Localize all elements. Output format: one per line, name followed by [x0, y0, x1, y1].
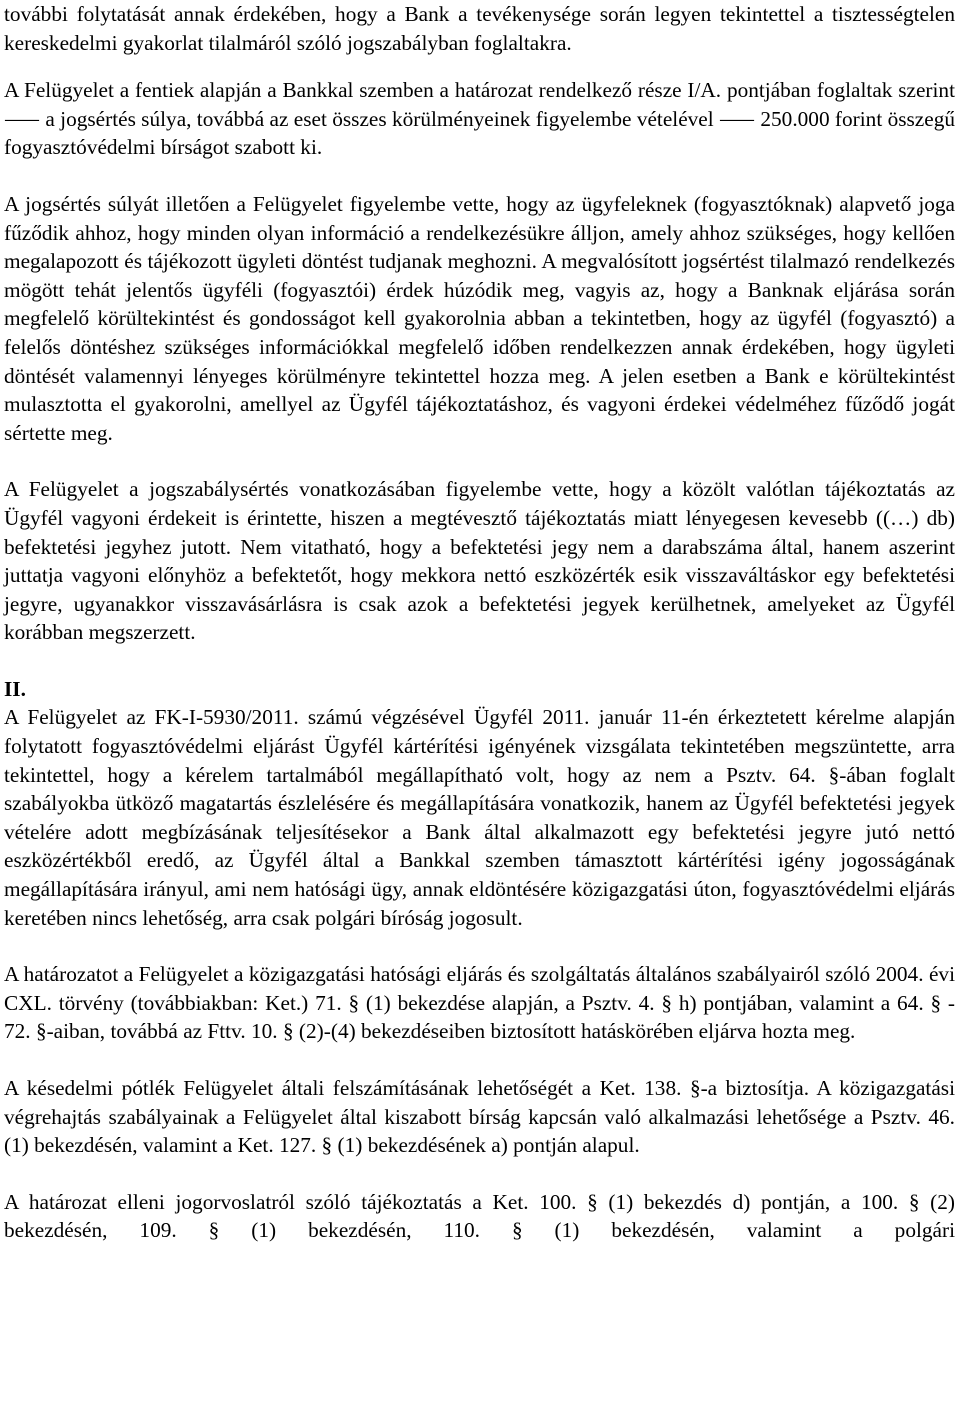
paragraph-violation-consideration: A Felügyelet a jogszabálysértés vonatkozásában figyelembe vette, hogy a közölt valótlan tájékoztatás az Ügyfél vagyoni érdekeit is érintette, hiszen a megtévesztő tájékoztatás miatt lényegesen kevesebb ((…) db) befektetési jegyhez jutott. Nem vitatható, hogy a befektetési jegy nem a darabszáma által, hanem aszerint juttatja vagyoni előnyhöz a befektetőt, hogy mekkora nettó eszközérték esik visszaváltáskor egy befektetési jegyre, ugyanakkor visszavásárlásra is csak azok a befektetési jegyek kerülhetnek, amelyeket az Ügyfél korábban megszerzett. [4, 477, 955, 645]
paragraph-legal-remedy: A határozat elleni jogorvoslatról szóló tájékoztatás a Ket. 100. § (1) bekezdés d) pontján, a 100. § (2) bekezdésén, 109. § (1) bekezdésén, 110. § (1) bekezdésén, valamint a polgári [4, 1189, 955, 1243]
paragraph-continuation: további folytatását annak érdekében, hogy a Bank a tevékenysége során legyen tekintettel a tisztességtelen kereskedelmi gyakorlat tilalmáról szóló jogszabályban foglaltakra. [4, 2, 955, 55]
section-heading: II. [4, 676, 26, 701]
paragraph-severity-assessment: A jogsértés súlyát illetően a Felügyelet figyelembe vette, hogy az ügyfeleknek (fogyasztóknak) alapvető joga fűződik ahhoz, hogy minden olyan információ a rendelkezésükre álljon, amely ahhoz szükséges, hogy kellően megalapozott és tájékozott ügyleti döntést tudjanak meghozni. A megvalósított jogsértést tilalmazó rendelkezés mögött tehát jelentős ügyféli (fogyasztói) érdek húzódik meg, vagyis az, hogy a Banknak eljárása során megfelelő körültekintést és gondosságot kell gyakorolnia abban a tekintetben, hogy az ügyfél (fogyasztó) a felelős döntéshez szükséges információkkal megfelelő időben rendelkezzen annak érdekében, hogy ügyleti döntését valamennyi lényeges körülményre tekintettel hozza meg. A jelen esetben a Bank e körültekintést mulasztotta el gyakorolni, amellyel az Ügyfél tájékoztatáshoz, és vagyoni érdekei védelméhez fűződő jogát sértette meg. [4, 191, 955, 445]
paragraph-late-fee: A késedelmi pótlék Felügyelet általi felszámításának lehetőségét a Ket. 138. §-a biztosítja. A közigazgatási végrehajtás szabályainak a Felügyelet által kiszabott bírság kapcsán való alkalmazási lehetősége a Psztv. 46. (1) bekezdésén, valamint a Ket. 127. § (1) bekezdésének a) pontján alapul. [4, 1076, 955, 1158]
paragraph-fine-decision: A Felügyelet a fentiek alapján a Bankkal szemben a határozat rendelkező része I/A. pontjában foglaltak szerint ⸺ a jogsértés súlya, továbbá az eset összes körülményeinek figyelembe vételével ⸺ 250.000 forint összegű fogyasztóvédelmi bírságot szabott ki. [4, 78, 955, 160]
document-page [4, 0, 955, 1245]
paragraph-legal-basis: A határozatot a Felügyelet a közigazgatási hatósági eljárás és szolgáltatás általános szabályairól szóló 2004. évi CXL. törvény (továbbiakban: Ket.) 71. § (1) bekezdése alapján, a Psztv. 4. § h) pontjában, valamint a 64. § - 72. §-aiban, továbbá az Fttv. 10. § (2)-(4) bekezdéseiben biztosított hatáskörében eljárva hozta meg. [4, 962, 955, 1044]
paragraph-termination-order: A Felügyelet az FK-I-5930/2011. számú végzésével Ügyfél 2011. január 11-én érkeztetett kérelme alapján folytatott fogyasztóvédelmi eljárást Ügyfél kártérítési igényének vizsgálata tekintetében megszüntette, arra tekintettel, hogy a kérelem tartalmából megállapítható volt, hogy az nem a Psztv. 64. §-ában foglalt szabályokba ütköző magatartás észlelésére és megállapítására vonatkozik, hanem az Ügyfél befektetési jegyek vételére adott megbízásának teljesítésekor a Bank által alkalmazott egy befektetési jegyre jutó nettó eszközértékből eredő, az Ügyfél által a Bankkal szemben támasztott kártérítési igény jogosságának megállapítására irányul, ami nem hatósági ügy, annak eldöntésére közigazgatási úton, fogyasztóvédelmi eljárás keretében nincs lehetőség, arra csak polgári bíróság jogosult. [4, 705, 955, 930]
